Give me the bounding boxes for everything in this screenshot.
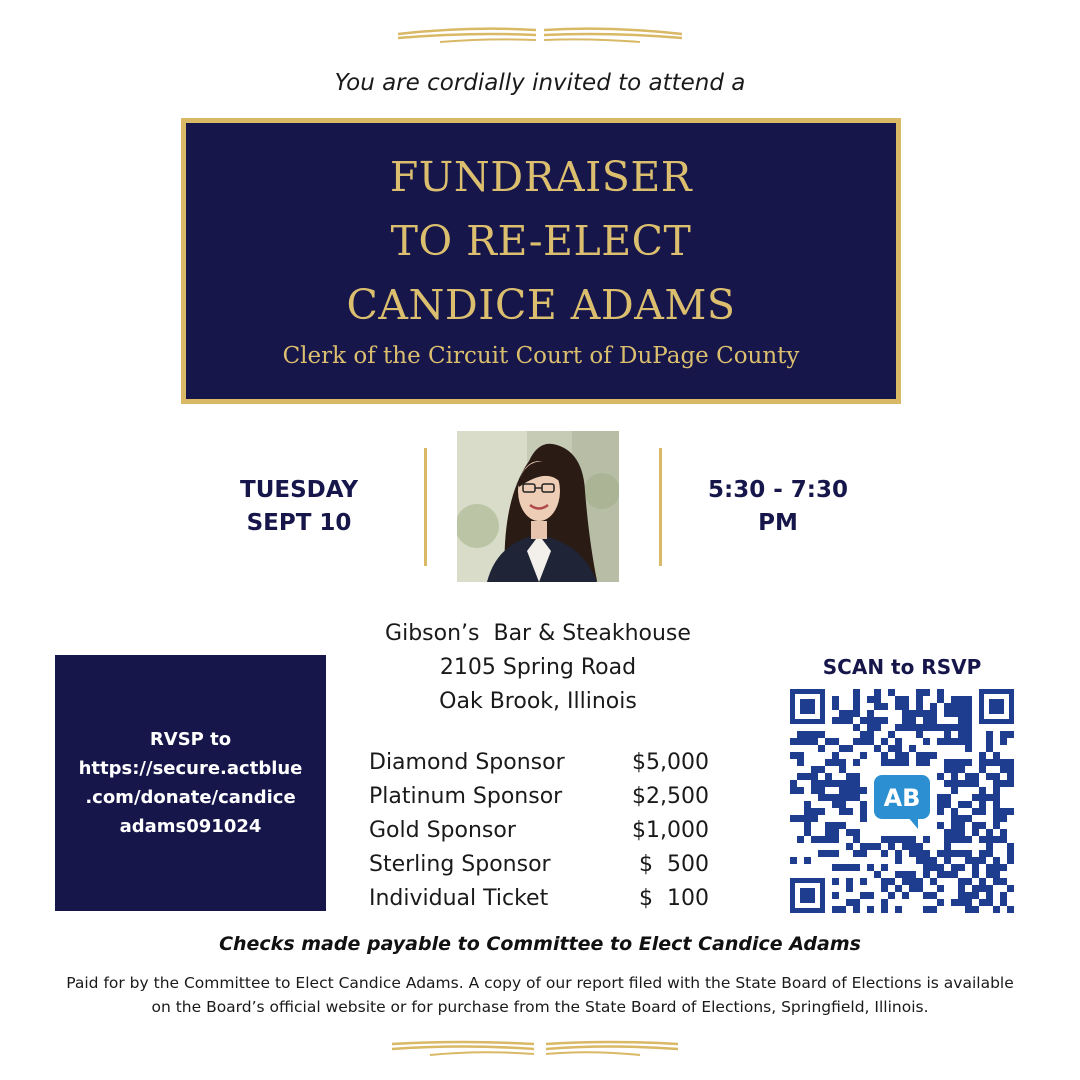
- qr-logo-text: AB: [883, 784, 921, 812]
- qr-scan-label: SCAN to RSVP: [822, 655, 982, 679]
- title-line-re-elect: TO RE-ELECT: [390, 217, 692, 265]
- sponsor-row-gold: [369, 814, 709, 848]
- sponsor-row-diamond: [369, 746, 709, 780]
- disclaimer-line-2: on the Board’s official website or for purchase from the State Board of Elections, Springfield, Illinois.: [151, 998, 929, 1016]
- event-time-range: 5:30 - 7:30: [708, 477, 848, 503]
- paid-for-disclaimer: [20, 971, 1060, 1019]
- sponsor-level: Gold Sponsor: [369, 818, 516, 843]
- rsvp-url-part-3[interactable]: adams091024: [119, 816, 262, 837]
- event-date: [199, 474, 399, 540]
- title-line-candidate-name: CANDICE ADAMS: [346, 281, 736, 329]
- rsvp-info-box: [55, 655, 326, 911]
- venue-city: Oak Brook, Illinois: [439, 689, 637, 714]
- invitation-line: You are cordially invited to attend a: [334, 70, 746, 96]
- candidate-photo: [457, 431, 619, 582]
- venue-street: 2105 Spring Road: [439, 655, 637, 680]
- sponsor-level: Sterling Sponsor: [369, 852, 551, 877]
- rsvp-url-part-2[interactable]: .com/donate/candice: [85, 787, 296, 808]
- title-subtitle-office: Clerk of the Circuit Court of DuPage County: [282, 343, 800, 369]
- sponsor-level: Individual Ticket: [369, 886, 549, 911]
- event-time-suffix: PM: [758, 510, 798, 536]
- sponsor-amount: $1,000: [632, 818, 709, 843]
- event-day: TUESDAY: [240, 477, 358, 503]
- venue-address: [340, 617, 736, 719]
- qr-code-icon[interactable]: [790, 689, 1014, 913]
- sponsor-levels-list: [369, 746, 709, 916]
- top-flourish-divider: [0, 22, 1080, 46]
- bottom-flourish-divider: [0, 1036, 1080, 1060]
- sponsor-amount: $5,000: [632, 750, 709, 775]
- rsvp-url-part-1[interactable]: https://secure.actblue: [78, 758, 303, 779]
- title-line-fundraiser: FUNDRAISER: [389, 153, 693, 201]
- sponsor-row-individual: [369, 882, 709, 916]
- sponsor-amount: $2,500: [632, 784, 709, 809]
- sponsor-row-platinum: [369, 780, 709, 814]
- venue-name: Gibson’s Bar & Steakhouse: [385, 621, 691, 646]
- rsvp-heading: RVSP to: [149, 729, 232, 750]
- sponsor-amount: $ 500: [639, 852, 709, 877]
- title-banner: [181, 118, 901, 404]
- sponsor-row-sterling: [369, 848, 709, 882]
- checks-payable-note: Checks made payable to Committee to Elect Candice Adams: [219, 933, 861, 955]
- sponsor-amount: $ 100: [639, 886, 709, 911]
- sponsor-level: Platinum Sponsor: [369, 784, 563, 809]
- gold-divider-left: [424, 448, 427, 566]
- disclaimer-line-1: Paid for by the Committee to Elect Candice Adams. A copy of our report filed with the State Board of Elections is available: [66, 974, 1014, 992]
- event-date-value: SEPT 10: [246, 510, 352, 536]
- event-time: [678, 474, 878, 540]
- sponsor-level: Diamond Sponsor: [369, 750, 565, 775]
- gold-divider-right: [659, 448, 662, 566]
